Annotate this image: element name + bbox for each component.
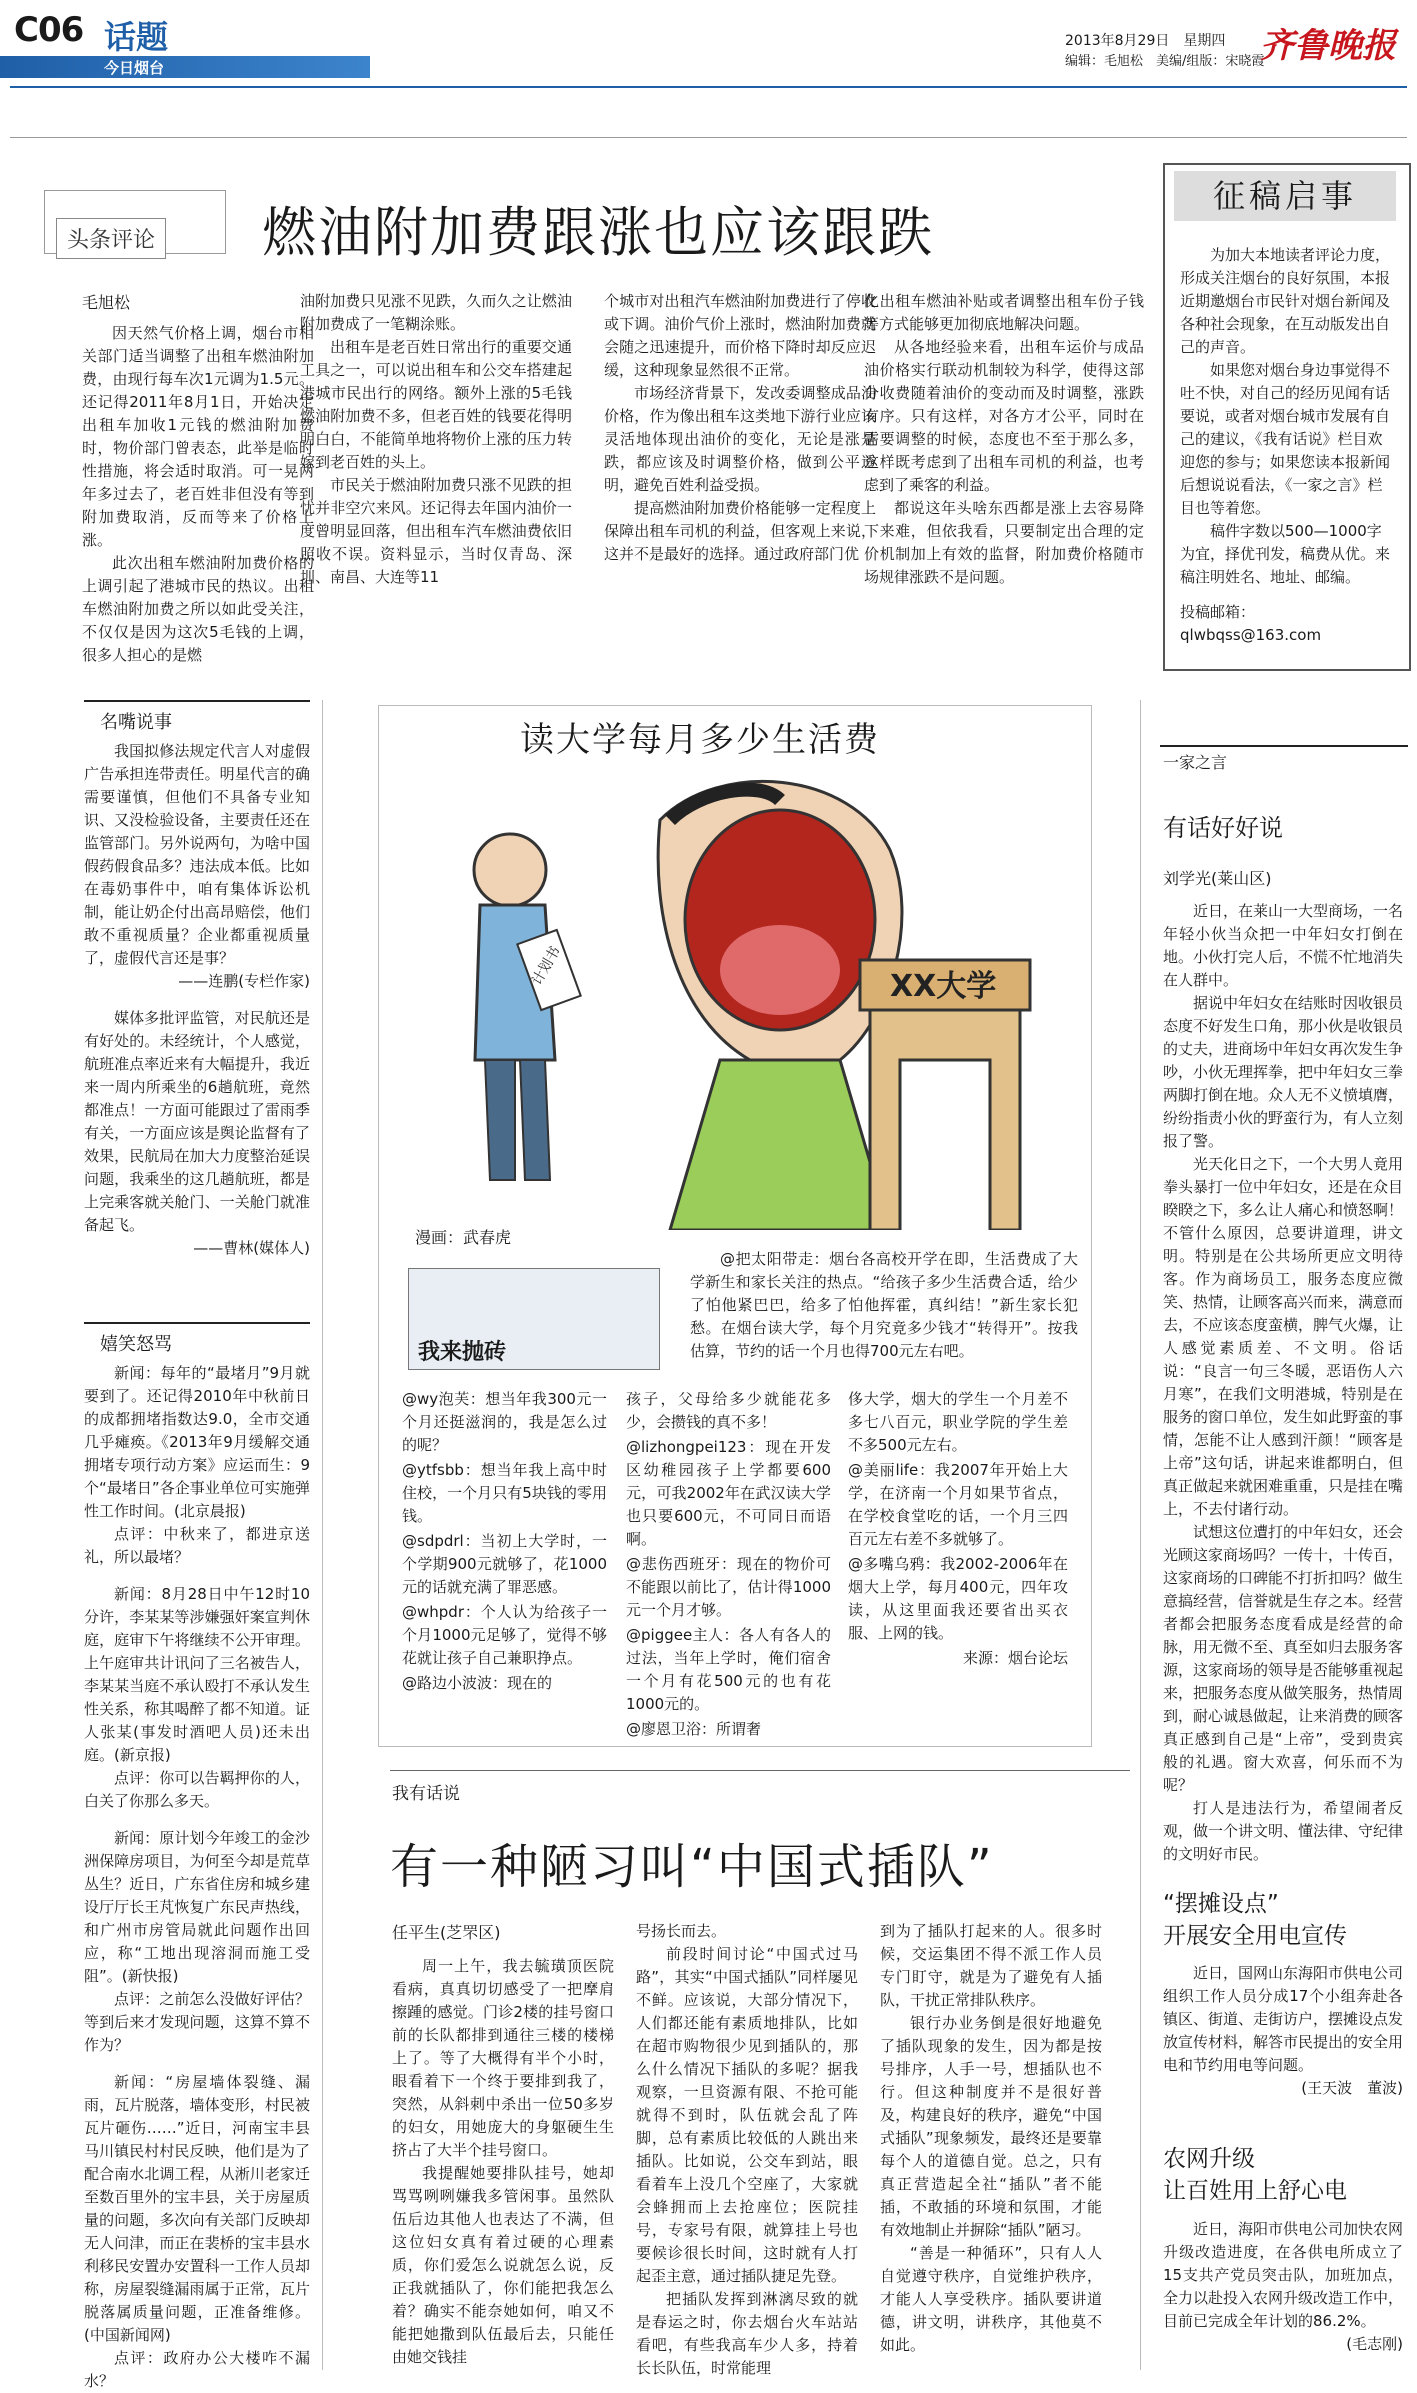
cartoon-illustration — [420, 760, 1040, 1230]
feature-col3-paragraph: 来源：烟台论坛 — [962, 1649, 1068, 1667]
feature-col1-paragraph: @sdpdrl：当初上大学时，一个学期900元就够了，花1000元的话就充满了罪恶感。 — [402, 1532, 607, 1596]
right-paragraph-2: 近日，国网山东海阳市供电公司组织工作人员分成17个小组奔赴各镇区、街道、走街访户，摆摊设点发放宣传材料，解答市民提出的安全用电和节约用电等问题。 — [1163, 1964, 1404, 2074]
right-col-paragraph: 打人是违法行为，希望闹者反观，做一个讲文明、懂法律、守纪律的文明好市民。 — [1163, 1799, 1404, 1863]
mingzui-rule — [84, 700, 310, 702]
bottom-col2-paragraph: 前段时间讨论“中国式过马路”，其实“中国式插队”同样屡见不鲜。应该说，大部分情况下，人们都还能有素质地排队，比如在超市购物很少见到插队的，那么什么情况下插队的多呢？据我观察，一旦资源有限、不抢可能就得不到时，队伍就会乱了阵脚，总有素质比较低的人跳出来插队。比如说，公交车到站，眼看着车上没几个空座了，大家就会蜂拥而上去抢座位；医院挂号，专家号有限，就算挂上号也要候诊很长时间，这时就有人打起歪主意，通过插队捷足先登。 — [636, 1945, 858, 2285]
bottom-column-1 — [392, 1955, 614, 2369]
feature-col1-paragraph: @whpdr：个人认为给孩子一个月1000元足够了，觉得不够花就让孩子自己兼职挣点。 — [402, 1603, 607, 1667]
bottom-column-2 — [636, 1920, 858, 2380]
lead-col3-paragraph: 市场经济背景下，发改委调整成品油价格，作为像出租车这类地下游行业应该灵活地体现出油价的变化，无论是涨是跌，都应该及时调整价格，做到公平透明，避免百姓利益受损。 — [604, 384, 876, 494]
bottom-column-3 — [880, 1920, 1102, 2357]
right-body-1 — [1163, 900, 1403, 1866]
right-author-2: (王天波 董波) — [1301, 2079, 1403, 2097]
lead-col4-paragraph: 都说这年头啥东西都是涨上去容易降下来难，但依我看，只要制定出合理的定价机制加上有效的监督，附加费价格随市场规律涨跌不是问题。 — [864, 499, 1144, 586]
lead-col3-paragraph: 个城市对出租汽车燃油附加费进行了停收或下调。油价气价上涨时，燃油附加费就会随之迅速提升，而价格下降时却反应迟缓，这种现象显然很不正常。 — [604, 292, 876, 379]
feature-col2-paragraph: @悲伤西班牙：现在的物价可不能跟以前比了，估计得1000元一个月才够。 — [626, 1555, 831, 1619]
left-column-divider — [322, 700, 323, 2370]
feature-title: 读大学每月多少生活费 — [520, 720, 880, 760]
bottom-col3-paragraph: 到为了插队打起来的人。很多时候，交运集团不得不派工作人员专门盯守，就是为了避免有人插队，干扰正常排队秩序。 — [880, 1922, 1102, 2009]
brick-tab-label: 我来抛砖 — [418, 1340, 507, 1365]
feature-col3-paragraph: @多嘴乌鸦：我2002-2006年在烟大上学，每月400元，四年攻读，从这里面我还要省出买衣服、上网的钱。 — [848, 1555, 1068, 1642]
section-title: 话题 — [104, 18, 169, 56]
right-author-1: 刘学光(莱山区) — [1163, 869, 1272, 888]
right-col-paragraph: 据说中年妇女在结账时因收银员态度不好发生口角，那小伙是收银员的丈夫，进商场中年妇女再次发生争吵，小伙无理挥拳，把中年妇女三拳两脚打倒在地。众人无不义愤填膺，纷纷指责小伙的野蛮行为，有人立刻报了警。 — [1163, 994, 1404, 1150]
right-headline-2a: “摆摊设点” — [1163, 1891, 1279, 1917]
right-col-paragraph: 试想这位遭打的中年妇女，还会光顾这家商场吗？一传十，十传百，这家商场的口碑能不打折扣吗？做生意搞经营，信誉就是生存之本。经营者都会把服务态度看成是经营的命脉，用无微不至、真至如归去服务客源，这家商场的领导是否能够重视起来，把服务态度从做笑服务，热情周到，耐心诚恳做起，让来消费的顾客真正感到自己是“上帝”，受到贵宾般的礼遇。窗大欢喜，何乐而不为呢？ — [1163, 1523, 1404, 1794]
mingzui-paragraph-1: 我国拟修法规定代言人对虚假广告承担连带责任。明星代言的确需要谨慎，但他们不具备专业知识、又没检验设备，主要责任还在监管部门。另外说两句，为啥中国假药假食品多？违法成本低。比如在毒奶事件中，咱有集体诉讼机制，能让奶企付出高昂赔偿，他们敢不重视质量？企业都重视质量了，虚假代言还是事？ — [84, 742, 310, 967]
mingzui-cite-1: ——连鹏(专栏作家) — [178, 972, 310, 990]
lead-col2-paragraph: 出租车是老百姓日常出行的重要交通工具之一，可以说出租车和公交车搭建起港城市民出行的网络。额外上涨的5毛钱燃油附加费不多，但老百姓的钱要花得明明白白，不能简单地将物价上涨的压力转嫁到老百姓的头上。 — [300, 338, 572, 471]
xixiao-body — [84, 1362, 310, 2393]
lead-col2-paragraph: 油附加费只见涨不见跌，久而久之让燃油附加费成了一笔糊涂账。 — [300, 292, 572, 333]
mingzui-tag: 名嘴说事 — [100, 712, 172, 733]
feature-col3-paragraph: @美丽life：我2007年开始上大学，在济南一个月如果节省点，在学校食堂吃的话，一个月三四百元左右差不多就够了。 — [848, 1461, 1068, 1548]
subsection-title: 今日烟台 — [104, 59, 165, 77]
xixiao-comment: 点评：政府办公大楼咋不漏水？ — [84, 2349, 310, 2390]
bottom-col2-paragraph: 把插队发挥到淋漓尽致的就是春运之时，你去烟台火车站站看吧，有些我高车少人多，持着长长队伍，时常能理 — [636, 2290, 858, 2377]
right-tag: 一家之言 — [1163, 753, 1228, 772]
lead-col2-paragraph: 市民关于燃油附加费只涨不见跌的担忧并非空穴来风。还记得去年国内油价一度曾明显回落，但出租车汽车燃油费依旧照收不误。资料显示，当时仅青岛、深圳、南昌、大连等11 — [300, 476, 572, 586]
cartoon-university-label: XX大学 — [890, 969, 997, 1004]
mingzui-body — [84, 740, 310, 1260]
right-headline-1: 有话好好说 — [1163, 814, 1283, 842]
feature-col1-paragraph: @ytfsbb：想当年我上高中时住校，一个月只有5块钱的零用钱。 — [402, 1461, 607, 1525]
cartoon-book-label: 计划书 — [528, 943, 564, 989]
lead-headline: 燃油附加费跟涨也应该跟跌 — [262, 201, 934, 264]
cartoon-caption: 漫画：武春虎 — [415, 1228, 512, 1247]
xixiao-rule — [84, 1322, 310, 1324]
feature-column-3 — [848, 1388, 1068, 1672]
xixiao-news: 新闻：原计划今年竣工的金沙洲保障房项目，为何至今却是荒草丛生？近日，广东省住房和城乡建设厅厅长王芃恢复广东民声热线，和广州市房管局就此问题作出回应，称“工地出现溶洞而施工受阻”。(新快报) — [84, 1829, 310, 1985]
mingzui-cite-2: ——曹林(媒体人) — [193, 1239, 310, 1257]
lead-column-4 — [864, 290, 1144, 589]
right-author-3: (毛志刚) — [1346, 2335, 1403, 2353]
right-body-2 — [1163, 1962, 1403, 2100]
feature-col2-paragraph: @lizhongpei123：现在开发区幼稚园孩子上学都要600元，可我2002年在武汉读大学也只要600元，不可同日而语啊。 — [626, 1438, 831, 1548]
newspaper-logo: 齐鲁晚报 — [1260, 26, 1396, 66]
feature-column-2 — [626, 1388, 831, 1743]
lead-col1-paragraph: 因天然气价格上调，烟台市相关部门适当调整了出租车燃油附加费，由现行每车次1元调为1.5元。还记得2011年8月1日，开始决定出租车加收1元钱的燃油附加费时，物价部门曾表态，此举是临时性措施，将会适时取消。可一晃两年多过去了，老百姓非但没有等到附加费取消，反而等来了价格上涨。 — [82, 324, 314, 549]
feature-col1-paragraph: @路边小波波：现在的 — [402, 1674, 553, 1692]
call-for-submissions-body — [1180, 244, 1390, 647]
bottom-headline: 有一种陋习叫“中国式插队” — [390, 1839, 994, 1895]
lead-column-3 — [604, 290, 876, 566]
zg-paragraph: 为加大本地读者评论力度，形成关注烟台的良好氛围，本报近期邀烟台市民针对烟台新闻及各种社会现象，在互动版发出自己的声音。 — [1180, 246, 1391, 356]
bottom-author: 任平生(芝罘区) — [392, 1923, 501, 1942]
lead-col3-paragraph: 提高燃油附加费价格能够一定程度上保障出租车司机的利益，但客观上来说，这并不是最好的选择。通过政府部门优 — [604, 499, 876, 563]
right-col-paragraph: 近日，在莱山一大型商场，一名年轻小伙当众把一中年妇女打倒在地。小伙打完人后，不慌不忙地消失在人群中。 — [1163, 902, 1404, 989]
lead-column-2 — [300, 290, 572, 589]
cartoon-student — [474, 834, 581, 1180]
feature-intro-text: @把太阳带走：烟台各高校开学在即，生活费成了大学新生和家长关注的热点。“给孩子多少生活费合适，给少了怕他紧巴巴，给多了怕他挥霍，真纠结！”新生家长犯愁。在烟台读大学，每个月究竟多少钱才“转得开”。按我估算，节约的话一个月也得700元左右吧。 — [690, 1250, 1078, 1360]
bottom-col2-paragraph: 号扬长而去。 — [636, 1922, 727, 1940]
feature-col2-paragraph: @廖恩卫浴：所谓奢 — [626, 1720, 762, 1738]
xixiao-news: 新闻：每年的“最堵月”9月就要到了。还记得2010年中秋前日的成都拥堵指数达9.0，全市交通几乎瘫痪。《2013年9月缓解交通拥堵专项行动方案》应运而生：9个“最堵日”各企事业单位可实施弹性工作时间。(北京晨报) — [84, 1364, 310, 1520]
right-rule — [1160, 745, 1408, 747]
header-rule-thin — [10, 137, 1407, 138]
right-body-3 — [1163, 2218, 1403, 2356]
feature-column-1 — [402, 1388, 607, 1697]
xixiao-comment: 点评：你可以告羁押你的人，白关了你那么多天。 — [84, 1769, 310, 1810]
mingzui-paragraph-2: 媒体多批评监管，对民航还是有好处的。未经统计，个人感觉，航班准点率近来有大幅提升，我近来一周内所乘坐的6趟航班，竟然都准点！一方面可能跟过了雷雨季有关，一方面应该是舆论监督有了效果，民航局在加大力度整治延误问题，我乘坐的这几趟航班，都是上完乘客就关舱门、一关舱门就准备起飞。 — [84, 1009, 310, 1234]
lead-column-1 — [82, 322, 314, 667]
bottom-rule — [390, 1770, 1130, 1771]
right-headline-3b: 让百姓用上舒心电 — [1163, 2178, 1347, 2204]
feature-col2-paragraph: 孩子，父母给多少就能花多少，会攒钱的真不多！ — [626, 1390, 831, 1431]
xixiao-tag: 嬉笑怒骂 — [100, 1334, 172, 1355]
lead-col1-paragraph: 此次出租车燃油附加费价格的上调引起了港城市民的热议。出租车燃油附加费之所以如此受关注，不仅仅是因为这次5毛钱的上调，很多人担心的是燃 — [82, 554, 314, 664]
submission-email[interactable]: 投稿邮箱：qlwbqss@163.com — [1180, 603, 1322, 644]
header-rule — [10, 86, 1407, 88]
right-paragraph-3: 近日，海阳市供电公司加快农网升级改造进度，在各供电所成立了15支共产党员突击队，加班加点，全力以赴投入农网升级改造工作中，目前已完成全年计划的86.2%。 — [1163, 2220, 1404, 2330]
section-bar — [0, 56, 370, 78]
xixiao-comment: 点评：之前怎么没做好评估？等到后来才发现问题，这算不算不作为？ — [84, 1990, 310, 2054]
xixiao-news: 新闻：“房屋墙体裂缝、漏雨，瓦片脱落，墙体变形，村民被瓦片砸伤……”近日，河南宝丰县马川镇民村村民反映，他们是为了配合南水北调工程，从淅川老家迁至数百里外的宝丰县，关于房屋质量的问题，多次向有关部门反映却无人问津，而正在裴桥的宝丰县水利移民安置办安置科一工作人员却称，房屋裂缝漏雨属于正常，瓦片脱落属质量问题，正准备维修。(中国新闻网) — [84, 2073, 310, 2344]
bottom-tag: 我有话说 — [392, 1784, 460, 1804]
feature-intro — [690, 1248, 1078, 1363]
feature-col2-paragraph: @piggee主人：各人有各人的过法，当年上学时，俺们宿舍一个月有花500元的也有花1000元的。 — [626, 1626, 831, 1713]
zg-paragraph: 稿件字数以500—1000字为宜，择优刊发，稿费从优。来稿注明姓名、地址、邮编。 — [1180, 522, 1391, 586]
right-column-divider — [1140, 700, 1141, 2370]
call-for-submissions-title: 征稿启事 — [1174, 171, 1396, 221]
zg-paragraph: 如果您对烟台身边事觉得不吐不快，对自己的经历见闻有话要说，或者对烟台城市发展有自己的建议，《我有话说》栏目欢迎您的参与；如果您读本报新闻后想说说看法，《一家之言》栏目也等着您。 — [1180, 361, 1391, 517]
bottom-col1-paragraph: 周一上午，我去毓璜顶医院看病，真真切切感受了一把摩肩擦踵的感觉。门诊2楼的挂号窗口前的长队都排到通往三楼的楼梯上了。等了大概得有半个小时，眼看着下一个终于要排到我了，突然，从斜刺中杀出一位50多岁的妇女，用她庞大的身躯硬生生挤占了大半个挂号窗口。 — [392, 1957, 614, 2159]
feature-col1-paragraph: @wy泡芙：想当年我300元一个月还挺滋润的，我是怎么过的呢？ — [402, 1390, 607, 1454]
xixiao-comment: 点评：中秋来了，都进京送礼，所以最堵？ — [84, 1525, 310, 1566]
bottom-col3-paragraph: 银行办业务倒是很好地避免了插队现象的发生，因为都是按号排序，人手一号，想插队也不行。但这种制度并不是很好普及，构建良好的秩序，避免“中国式插队”现象频发，最终还是要靠每个人的道德自觉。总之，只有真正营造起全社“插队”者不能插，不敢插的环境和氛围，才能有效地制止并摒除“插队”陋习。 — [880, 2014, 1102, 2239]
lead-author: 毛旭松 — [82, 293, 131, 312]
right-col-paragraph: 光天化日之下，一个大男人竟用拳头暴打一位中年妇女，还是在众目睽睽之下，多么让人痛心和愤怒啊！不管什么原因，总要讲道理，讲文明。特别是在公共场所更应文明待客。作为商场员工，服务态度应微笑、热情，让顾客高兴而来，满意而去，不应该态度蛮横，脾气火爆，让人感觉素质差、不文明。俗话说：“良言一句三冬暖，恶语伤人六月寒”，在我们文明港城，特别是在服务的窗口单位，发生如此野蛮的事情，怎能不让人感到汗颜！“顾客是上帝”这句话，讲起来谁都明白，但真正做起来就困难重重，只是挂在嘴上，不去付诸行动。 — [1163, 1155, 1404, 1518]
feature-col3-paragraph: 侈大学，烟大的学生一个月差不多七八百元，职业学院的学生差不多500元左右。 — [848, 1390, 1068, 1454]
issue-date: 2013年8月29日 星期四 — [1065, 33, 1226, 49]
xixiao-news: 新闻：8月28日中午12时10分许，李某某等涉嫌强奸案宣判休庭，庭审下午将继续不公开审理。上午庭审共计讯问了三名被告人，李某某当庭不承认殴打不承认发生性关系，称其喝醉了都不知道。证人张某(事发时酒吧人员)还未出庭。(新京报) — [84, 1585, 310, 1764]
right-headline-2b: 开展安全用电宣传 — [1163, 1923, 1347, 1949]
page-number: C06 — [14, 10, 84, 50]
right-headline-3a: 农网升级 — [1163, 2146, 1255, 2172]
editor-credits: 编辑：毛旭松 美编/组版：宋晓霞 — [1065, 54, 1265, 69]
lead-col4-paragraph: 从各地经验来看，出租车运价与成品油价格实行联动机制较为科学，使得这部分收费随着油价的变动而及时调整，涨跌有序。只有这样，对各方才公平，同时在需要调整的时候，态度也不至于那么多，这样既考虑到了出租车司机的利益，也考虑到了乘客的利益。 — [864, 338, 1144, 494]
lead-tag: 头条评论 — [56, 218, 166, 259]
bottom-col3-paragraph: “善是一种循环”，只有人人自觉遵守秩序，自觉维护秩序，才能人人享受秩序。插队要讲道德，讲文明，讲秩序，其他莫不如此。 — [880, 2244, 1102, 2354]
lead-col4-paragraph: 化出租车燃油补贴或者调整出租车份子钱等方式能够更加彻底地解决问题。 — [864, 292, 1144, 333]
bottom-col1-paragraph: 我提醒她要排队挂号，她却骂骂咧咧嫌我多管闲事。虽然队伍后边其他人也表达了不满，但这位妇女真有着过硬的心理素质，你们爱怎么说就怎么说，反正我就插队了，你们能把我怎么着？确实不能奈她如何，咱又不能把她撒到队伍最后去，只能任由她交钱挂 — [392, 2164, 614, 2366]
